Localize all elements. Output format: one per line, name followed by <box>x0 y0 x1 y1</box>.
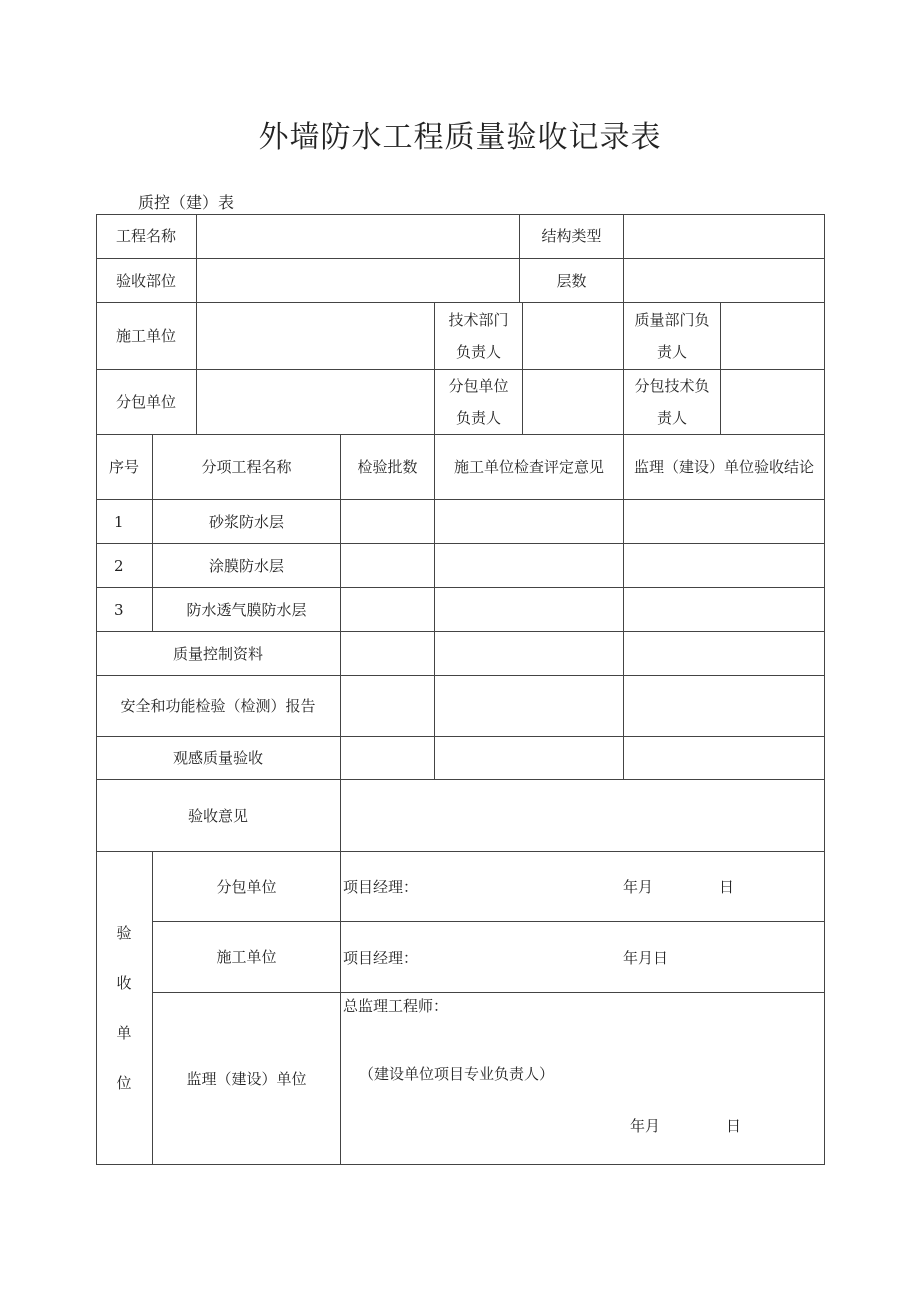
safety-report-conclusion[interactable] <box>624 676 825 737</box>
item-name: 涂膜防水层 <box>153 544 341 588</box>
page-title: 外墙防水工程质量验收记录表 <box>258 120 662 155</box>
construction-unit-label: 施工单位 <box>96 303 197 370</box>
item-seq: 3 <box>96 588 153 632</box>
col-construction-opinion-header: 施工单位检查评定意见 <box>435 435 624 500</box>
col-seq-header: 序号 <box>96 435 153 500</box>
item-name: 防水透气膜防水层 <box>153 588 341 632</box>
vertical-char: 验 <box>116 924 132 942</box>
date-day: 日 <box>719 878 735 896</box>
appearance-opinion[interactable] <box>435 737 624 780</box>
sign-supervision-unit-label: 监理（建设）单位 <box>153 993 341 1165</box>
safety-report-opinion[interactable] <box>435 676 624 737</box>
appearance-conclusion[interactable] <box>624 737 825 780</box>
sign-subcontract-unit-label: 分包单位 <box>153 852 341 922</box>
safety-report-count[interactable] <box>341 676 435 737</box>
item-construction-opinion[interactable] <box>435 544 624 588</box>
item-supervision-conclusion[interactable] <box>624 544 825 588</box>
item-supervision-conclusion[interactable] <box>624 588 825 632</box>
acceptance-part-value[interactable] <box>197 259 520 303</box>
quality-dept-head-label: 质量部门负责人 <box>624 303 721 370</box>
item-construction-opinion[interactable] <box>435 500 624 544</box>
project-manager-label: 项目经理： <box>343 878 419 896</box>
acceptance-table <box>96 214 825 1165</box>
date-ymd: 年月日 <box>623 949 669 967</box>
construction-unit-value[interactable] <box>197 303 435 370</box>
subcontract-unit-label: 分包单位 <box>96 370 197 435</box>
acceptance-units-label <box>96 852 153 1165</box>
form-code: 质控（建）表 <box>138 193 235 212</box>
subcontract-head-value[interactable] <box>523 370 624 435</box>
item-seq: 2 <box>96 544 153 588</box>
floors-value[interactable] <box>624 259 825 303</box>
chief-supervisor-label: 总监理工程师： <box>343 997 449 1015</box>
project-name-label: 工程名称 <box>96 214 197 259</box>
item-name: 砂浆防水层 <box>153 500 341 544</box>
project-manager-label: 项目经理： <box>343 949 419 967</box>
subcontract-unit-value[interactable] <box>197 370 435 435</box>
opinion-label: 验收意见 <box>96 780 341 852</box>
structure-type-value[interactable] <box>624 214 825 259</box>
safety-report-label: 安全和功能检验（检测）报告 <box>96 676 341 737</box>
owner-rep-label: （建设单位项目专业负责人） <box>359 1065 555 1083</box>
appearance-count[interactable] <box>341 737 435 780</box>
opinion-value[interactable] <box>341 780 825 852</box>
vertical-char: 单 <box>116 1024 132 1042</box>
tech-dept-head-label: 技术部门负责人 <box>435 303 523 370</box>
acceptance-part-label: 验收部位 <box>96 259 197 303</box>
item-batch-count[interactable] <box>341 544 435 588</box>
structure-type-label: 结构类型 <box>520 214 624 259</box>
vertical-char: 位 <box>116 1074 132 1092</box>
date-day: 日 <box>726 1117 742 1135</box>
item-batch-count[interactable] <box>341 500 435 544</box>
item-seq: 1 <box>96 500 153 544</box>
col-batch-count-header: 检验批数 <box>341 435 435 500</box>
item-batch-count[interactable] <box>341 588 435 632</box>
appearance-label: 观感质量验收 <box>96 737 341 780</box>
quality-docs-count[interactable] <box>341 632 435 676</box>
subcontract-head-label: 分包单位负责人 <box>435 370 523 435</box>
quality-docs-conclusion[interactable] <box>624 632 825 676</box>
date-year-month: 年月 <box>623 878 654 896</box>
col-item-name-header: 分项工程名称 <box>153 435 341 500</box>
sign-construction-unit-label: 施工单位 <box>153 922 341 993</box>
tech-dept-head-value[interactable] <box>523 303 624 370</box>
item-supervision-conclusion[interactable] <box>624 500 825 544</box>
quality-docs-label: 质量控制资料 <box>96 632 341 676</box>
floors-label: 层数 <box>520 259 624 303</box>
vertical-char: 收 <box>116 974 132 992</box>
date-year-month: 年月 <box>630 1117 661 1135</box>
col-supervision-conclusion-header: 监理（建设）单位验收结论 <box>624 435 825 500</box>
item-construction-opinion[interactable] <box>435 588 624 632</box>
subcontract-tech-head-label: 分包技术负责人 <box>624 370 721 435</box>
quality-docs-opinion[interactable] <box>435 632 624 676</box>
project-name-value[interactable] <box>197 214 520 259</box>
quality-dept-head-value[interactable] <box>721 303 825 370</box>
subcontract-tech-head-value[interactable] <box>721 370 825 435</box>
